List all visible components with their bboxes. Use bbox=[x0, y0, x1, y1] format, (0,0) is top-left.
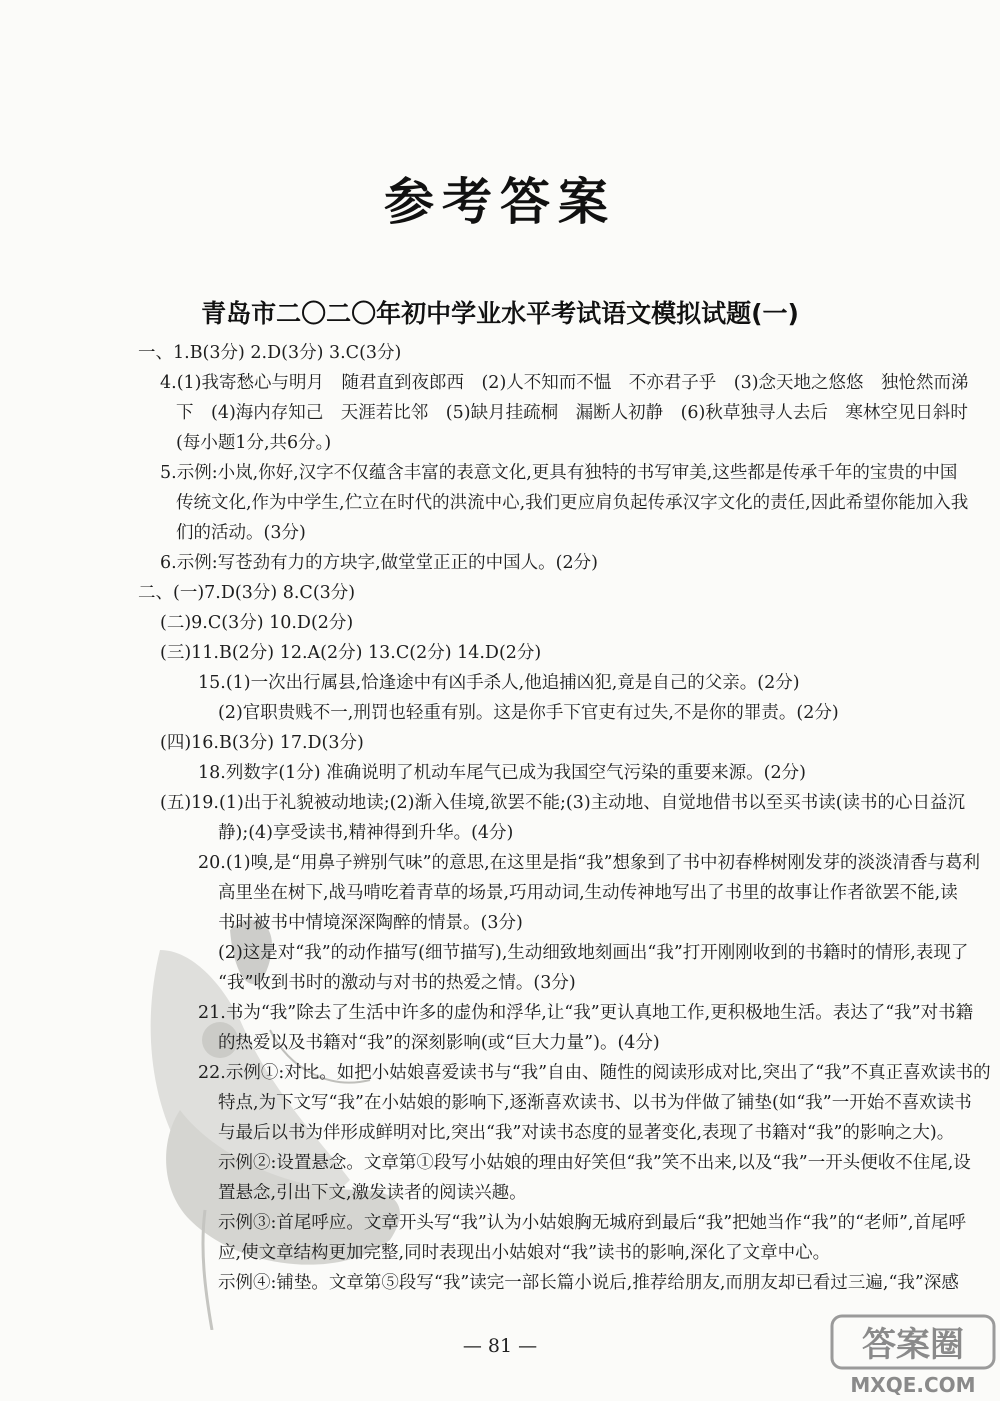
answer-line: 示例④:铺垫。文章第⑤段写“我”读完一部长篇小说后,推荐给朋友,而朋友却已看过三遍,“我”深感 bbox=[218, 1273, 959, 1293]
answer-line: 的热爱以及书籍对“我”的深刻影响(或“巨大力量”)。(4分) bbox=[218, 1033, 660, 1053]
page-number: — 81 — bbox=[462, 1335, 538, 1357]
answer-line: 静);(4)享受读书,精神得到升华。(4分) bbox=[218, 823, 514, 843]
answer-line: 18.列数字(1分) 准确说明了机动车尾气已成为我国空气污染的重要来源。(2分) bbox=[198, 763, 806, 783]
answer-line: 21.书为“我”除去了生活中许多的虚伪和浮华,让“我”更认真地工作,更积极地生活。表达了“我”对书籍 bbox=[198, 1003, 974, 1023]
answer-line: 15.(1)一次出行属县,恰逢途中有凶手杀人,他追捕凶犯,竟是自己的父亲。(2分) bbox=[198, 673, 800, 693]
answer-line: 示例②:设置悬念。文章第①段写小姑娘的理由好笑但“我”笑不出来,以及“我”一开头便收不住尾,设 bbox=[218, 1153, 971, 1173]
answer-line: 4.(1)我寄愁心与明月 随君直到夜郎西 (2)人不知而不愠 不亦君子乎 (3)念天地之悠悠 独怆然而涕 bbox=[160, 373, 969, 393]
answer-line: 书时被书中情境深深陶醉的情景。(3分) bbox=[218, 913, 523, 933]
answer-line: 高里坐在树下,战马啃吃着青草的场景,巧用动词,生动传神地写出了书里的故事让作者欲罢不能,读 bbox=[218, 883, 958, 903]
answer-line: (2)官职贵贱不一,刑罚也轻重有别。这是你手下官吏有过失,不是你的罪责。(2分) bbox=[218, 703, 839, 723]
watermark-url: MXQE.COM bbox=[850, 1373, 976, 1397]
answer-line: 置悬念,引出下文,激发读者的阅读兴趣。 bbox=[218, 1183, 527, 1203]
answer-line: 一、1.B(3分) 2.D(3分) 3.C(3分) bbox=[138, 343, 402, 363]
answer-line: 与最后以书为伴形成鲜明对比,突出“我”对读书态度的显著变化,表现了书籍对“我”的影响之大)。 bbox=[218, 1123, 955, 1143]
answer-line: 22.示例①:对比。如把小姑娘喜爱读书与“我”自由、随性的阅读形成对比,突出了“我”不真正喜欢读书的 bbox=[198, 1063, 991, 1083]
answer-line: 下 (4)海内存知己 天涯若比邻 (5)缺月挂疏桐 漏断人初静 (6)秋草独寻人去后 寒林空见日斜时 bbox=[176, 403, 968, 423]
answer-line: 20.(1)嗅,是“用鼻子辨别气味”的意思,在这里是指“我”想象到了书中初春桦树刚发芽的淡淡清香与葛利 bbox=[198, 853, 981, 873]
answer-line: (二)9.C(3分) 10.D(2分) bbox=[160, 613, 354, 633]
answer-line: (四)16.B(3分) 17.D(3分) bbox=[160, 733, 364, 753]
answer-line: (三)11.B(2分) 12.A(2分) 13.C(2分) 14.D(2分) bbox=[160, 643, 542, 663]
answer-line: (每小题1分,共6分。) bbox=[176, 433, 332, 453]
answer-line: “我”收到书时的激动与对书的热爱之情。(3分) bbox=[218, 973, 576, 993]
answer-line: 特点,为下文写“我”在小姑娘的影响下,逐渐喜欢读书、以书为伴做了铺垫(如“我”一开始不喜欢读书 bbox=[218, 1093, 972, 1113]
answer-line: 们的活动。(3分) bbox=[176, 523, 306, 543]
answer-line: 6.示例:写苍劲有力的方块字,做堂堂正正的中国人。(2分) bbox=[160, 553, 598, 573]
exam-subtitle: 青岛市二〇二〇年初中学业水平考试语文模拟试题(一) bbox=[201, 299, 799, 328]
answer-line: 示例③:首尾呼应。文章开头写“我”认为小姑娘胸无城府到最后“我”把她当作“我”的“老师”,首尾呼 bbox=[218, 1213, 967, 1233]
answer-line: 传统文化,作为中学生,伫立在时代的洪流中心,我们更应肩负起传承汉字文化的责任,因此希望你能加入我 bbox=[176, 493, 969, 513]
answer-line: (2)这是对“我”的动作描写(细节描写),生动细致地刻画出“我”打开刚刚收到的书籍时的情形,表现了 bbox=[218, 943, 969, 963]
watermark-text: 答案圈 bbox=[862, 1325, 964, 1365]
watermark-logo bbox=[828, 1310, 998, 1400]
answer-line: (五)19.(1)出于礼貌被动地读;(2)渐入佳境,欲罢不能;(3)主动地、自觉地借书以至买书读(读书的心日益沉 bbox=[160, 793, 966, 813]
answer-line: 应,使文章结构更加完整,同时表现出小姑娘对“我”读书的影响,深化了文章中心。 bbox=[218, 1243, 831, 1263]
answer-line: 5.示例:小岚,你好,汉字不仅蕴含丰富的表意文化,更具有独特的书写审美,这些都是传承千年的宝贵的中国 bbox=[160, 463, 958, 483]
answer-line: 二、(一)7.D(3分) 8.C(3分) bbox=[138, 583, 356, 603]
page-title: 参考答案 bbox=[384, 173, 616, 231]
